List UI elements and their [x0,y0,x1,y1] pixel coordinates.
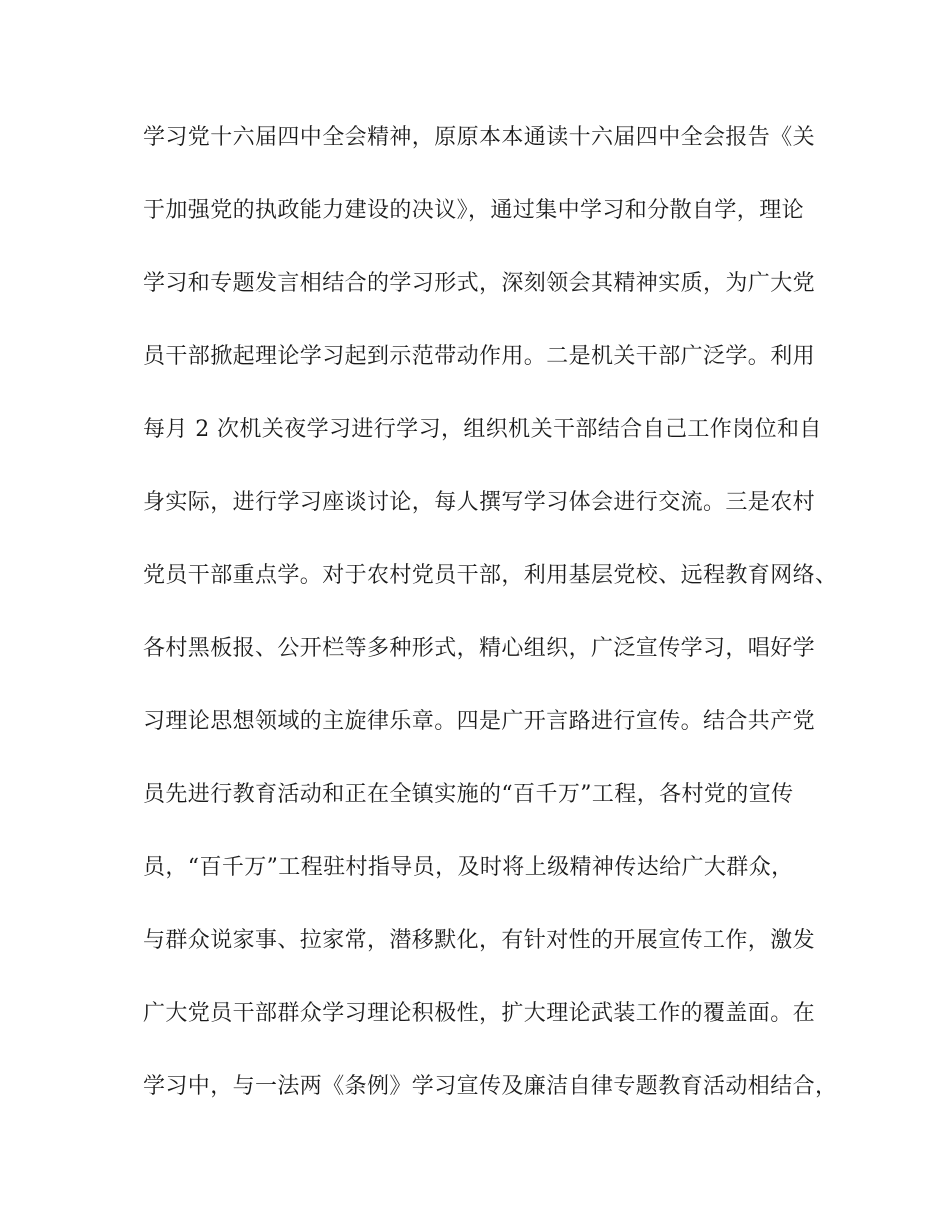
text-line-5: 每月 2 次机关夜学习进行学习，组织机关干部结合自己工作岗位和自 [143,417,822,442]
text-line-6: 身实际，进行学习座谈讨论，每人撰写学习体会进行交流。三是农村 [143,490,816,515]
text-line-14: 学习中，与一法两《条例》学习宣传及廉洁自律专题教育活动相结合， [143,1074,838,1099]
text-line-12: 与群众说家事、拉家常，潜移默化，有针对性的开展宣传工作，激发 [143,928,816,953]
text-line-8: 各村黑板报、公开栏等多种形式，精心组织，广泛宣传学习，唱好学 [143,636,816,661]
text-line-2: 于加强党的执政能力建设的决议》，通过集中学习和分散自学，理论 [143,198,805,223]
text-line-10: 员先进行教育活动和正在全镇实施的“百千万”工程，各村党的宣传 [143,782,794,807]
text-line-3: 学习和专题发言相结合的学习形式，深刻领会其精神实质，为广大党 [143,271,816,296]
text-line-1: 学习党十六届四中全会精神，原原本本通读十六届四中全会报告《关 [143,125,816,150]
body-text [143,125,838,1148]
text-line-13: 广大党员干部群众学习理论积极性，扩大理论武装工作的覆盖面。在 [143,1001,816,1026]
text-line-7: 党员干部重点学。对于农村党员干部，利用基层党校、远程教育网络、 [143,563,838,588]
text-line-4: 员干部掀起理论学习起到示范带动作用。二是机关干部广泛学。利用 [143,344,816,369]
text-line-11: 员，“百千万”工程驻村指导员，及时将上级精神传达给广大群众， [143,855,794,880]
text-line-9: 习理论思想领域的主旋律乐章。四是广开言路进行宣传。结合共产党 [143,709,816,734]
